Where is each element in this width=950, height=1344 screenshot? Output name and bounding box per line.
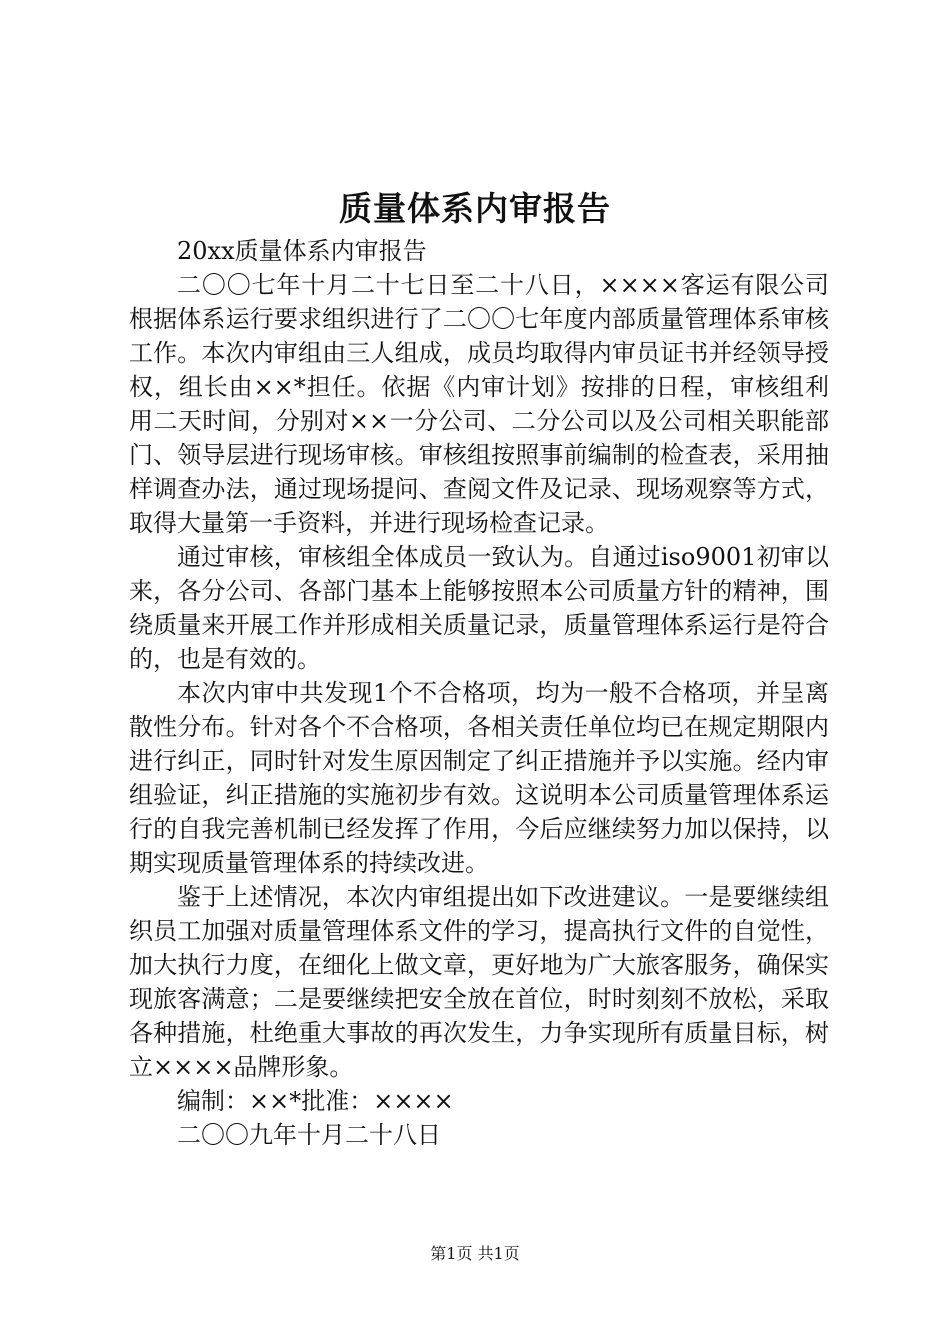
paragraph-date: 二〇〇九年十月二十八日 <box>177 1121 441 1149</box>
document-title: 质量体系内审报告 <box>339 189 611 228</box>
paragraph-nonconformity: 本次内审中共发现1个不合格项，均为一般不合格项，并呈离散性分布。针对各个不合格项，各相关责任单位均已在规定期限内进行纠正，同时针对发生原因制定了纠正措施并予以实施。经内审组验证，纠正措施的实施初步有效。这说明本公司质量管理体系运行的自我完善机制已经发挥了作用，今后应继续努力加以保持，以期实现质量管理体系的持续改进。 <box>129 679 829 877</box>
document-body <box>129 234 829 1152</box>
paragraph-audit-overview: 二〇〇七年十月二十七日至二十八日，××××客运有限公司根据体系运行要求组织进行了二〇〇七年度内部质量管理体系审核工作。本次内审组由三人组成，成员均取得内审员证书并经领导授权，组长由××*担任。依据《内审计划》按排的日程，审核组利用二天时间，分别对××一分公司、二分公司以及公司相关职能部门、领导层进行现场审核。审核组按照事前编制的检查表，采用抽样调查办法，通过现场提问、查阅文件及记录、现场观察等方式，取得大量第一手资料，并进行现场检查记录。 <box>129 271 829 537</box>
page-footer: 第1页 共1页 <box>430 1244 520 1263</box>
paragraph-subtitle: 20xx质量体系内审报告 <box>177 237 427 265</box>
paragraph-audit-conclusion: 通过审核，审核组全体成员一致认为。自通过iso9001初审以来，各分公司、各部门基本上能够按照本公司质量方针的精神，围绕质量来开展工作并形成相关质量记录，质量管理体系运行是符合的，也是有效的。 <box>129 543 829 673</box>
paragraph-signatures: 编制：××*批准：×××× <box>177 1087 454 1115</box>
paragraph-recommendations: 鉴于上述情况，本次内审组提出如下改进建议。一是要继续组织员工加强对质量管理体系文件的学习，提高执行文件的自觉性，加大执行力度，在细化上做文章，更好地为广大旅客服务，确保实现旅客满意；二是要继续把安全放在首位，时时刻刻不放松，采取各种措施，杜绝重大事故的再次发生，力争实现所有质量目标，树立××××品牌形象。 <box>129 883 829 1081</box>
